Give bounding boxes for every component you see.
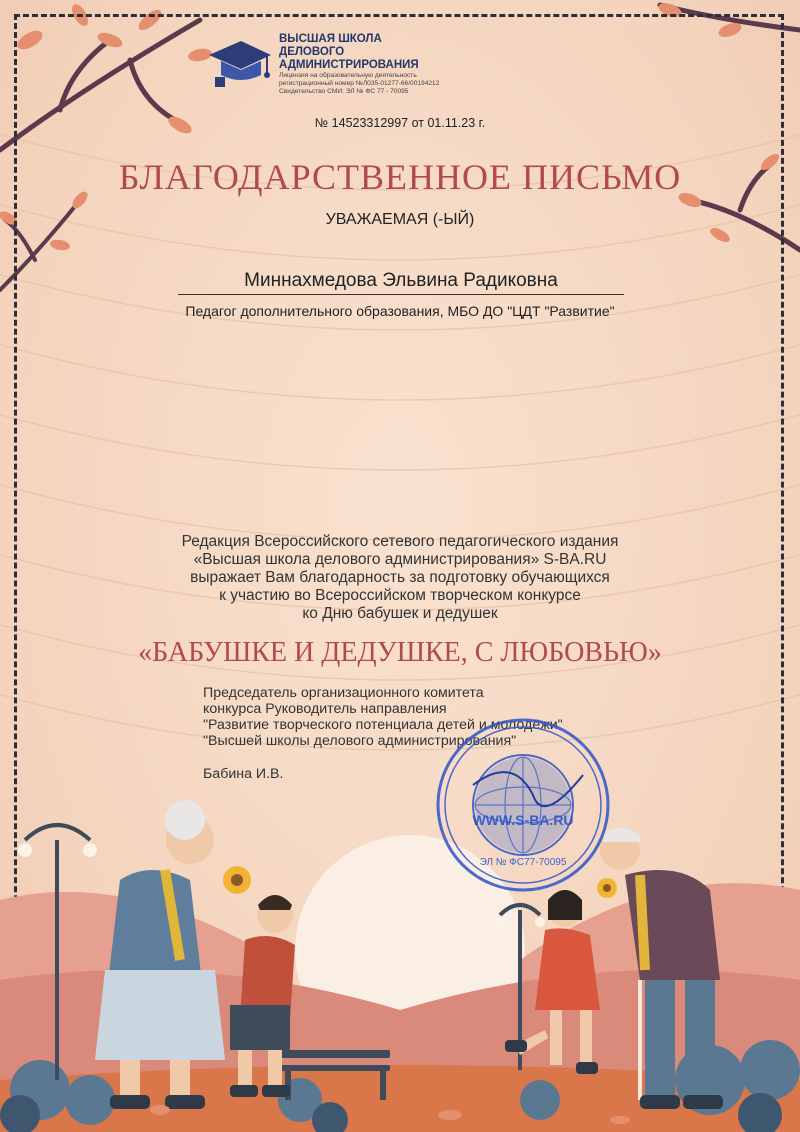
sunflower-icon [223, 866, 251, 894]
registration-number: № 14523312997 от 01.11.23 г. [314, 116, 486, 130]
chair-line-2: конкурса Руководитель направления [203, 701, 447, 717]
branch-left [0, 190, 90, 300]
chair-line-1: Председатель организационного комитета [203, 685, 484, 701]
official-stamp [433, 715, 613, 895]
graduation-cap-icon [205, 33, 273, 89]
organization-logo [205, 33, 479, 96]
gratitude-line-2: «Высшая школа делового администрирования» S-BA.RU [193, 551, 607, 568]
signer-name: Бабина И.В. [203, 766, 284, 782]
recipient-name: Миннахмедова Эльвина Радиковна [178, 270, 624, 295]
chair-line-3: "Развитие творческого потенциала детей и молодёжи" [203, 717, 563, 733]
stamp-url: WWW.S-BA.RU [472, 812, 574, 828]
chair-line-4: "Высшей школы делового администрирования" [203, 733, 517, 749]
gratitude-line-4: к участию во Всероссийском творческом конкурсе [219, 587, 581, 604]
stamp-number: ЭЛ № ФС77-70095 [479, 857, 567, 868]
grandparents-illustration [0, 780, 800, 1132]
logo-license-line3: Свидетельство СМИ: ЭЛ № ФС 77 - 70095 [279, 88, 409, 95]
contest-name: «БАБУШКЕ И ДЕДУШКЕ, С ЛЮБОВЬЮ» [138, 637, 662, 668]
salutation: УВАЖАЕМАЯ (-ЫЙ) [325, 211, 475, 228]
logo-license-line2: регистрационный номер №Л035-01277-66/00194212 [279, 80, 440, 87]
recipient-position: Педагог дополнительного образования, МБО ДО "ЦДТ "Развитие" [185, 303, 615, 319]
gratitude-line-3: выражает Вам благодарность за подготовку обучающихся [190, 569, 610, 586]
logo-name-line2: ДЕЛОВОГО АДМИНИСТРИРОВАНИЯ [279, 46, 419, 71]
gratitude-line-1: Редакция Всероссийского сетевого педагогического издания [181, 533, 619, 550]
gratitude-line-5: ко Дню бабушек и дедушек [302, 605, 498, 622]
gratitude-text [100, 533, 700, 623]
page-title: БЛАГОДАРСТВЕННОЕ ПИСЬМО [118, 157, 682, 197]
logo-license-line1: Лицензия на образовательную деятельность [279, 72, 417, 79]
logo-name-line1: ВЫСШАЯ ШКОЛА [279, 33, 382, 45]
branch-top-left [0, 0, 220, 160]
